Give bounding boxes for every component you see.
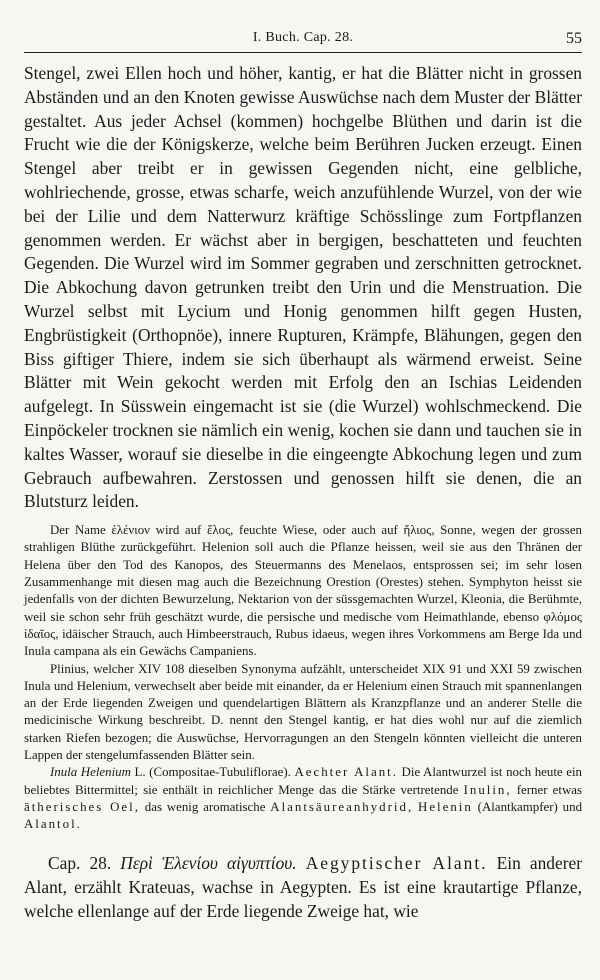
note-text: ferner etwas [511,782,582,797]
note-text: L. (Compositae-Tubuliflorae). [130,765,295,780]
term-inulin: Inulin, [463,782,512,797]
common-name: Aechter Alant. [294,765,398,780]
note-text: (Alantkampfer) und [472,799,583,814]
note-text: das wenig aromatische [139,799,271,814]
book-page [24,30,582,941]
commentary-notes [24,522,582,833]
term-oel: ätherisches Oel, [24,799,140,814]
note-plinius: Plinius, welcher XIV 108 dieselben Synonyma aufzählt, unterscheidet XIX 91 und XXI 59 zwischen Inula und Helenium, verwechselt aber beide mit einander, da er Helenium einen Strauch mit spannenlangen an der Erde liegenden Zweigen und quendelartigen Blättern als Kranzpflanze und an anderer Stelle die medicinische Wirkung beschreibt. D. nennt den Stengel kantig, er hat dies wohl nur auf die ziemlich starken Riefen bezogen; die Auswüchse, Hervorragungen an den Stengeln könnten vielleicht die unteren Lappen der stengelumfassenden Blätter sein. [24,661,582,762]
running-title: I. Buch. Cap. 28. [252,30,354,45]
chapter-greek-title: Περὶ Ἑλενίου αἰγυπτίου. [120,853,297,874]
page-number: 55 [566,30,582,47]
note-text: Die Alantwurzel ist noch heute ein beliebtes Bittermittel; sie enthält in reichlicher Menge das die Stärke vertretende [24,765,582,797]
chapter-text: Ein anderer Alant, erzählt Krateuas, wachse in Aegypten. Es ist eine krautartige Pflanze, welche ellenlange auf der Erde liegende Zweige hat, wie [24,853,582,922]
chapter-german-title: Aegyptischer Alant. [305,853,488,874]
chapter-label: Cap. 28. [48,853,112,874]
term-alantol: Alantol. [24,817,82,832]
term-acid: Alantsäureanhydrid, [270,799,414,814]
main-paragraph: Stengel, zwei Ellen hoch und höher, kantig, er hat die Blätter nicht in grossen Abständen und an den Knoten gewisse Auswüchse nach dem Muster der Blätter gestaltet. Aus jeder Achsel (kommen) hochgelbe Blüthen und darin ist die Frucht wie die der Königskerze, welche beim Berühren Jucken erzeugt. Einen Stengel aber treibt er in gewissen Gegenden nicht, eine gelbliche, wohlriechende, grosse, etwas scharfe, weich anzufühlende Wurzel, von der wie bei der Lilie und dem Natterwurz kräftige Schösslinge zum Fortpflanzen genommen werden. Er wächst aber in bergigen, beschatteten und feuchten Gegenden. Die Wurzel wird im Sommer gegraben und zerschnitten getrocknet. Die Abkochung davon getrunken treibt den Urin und die Menstruation. Die Wurzel selbst mit Lycium und Honig genommen hilft gegen Husten, Engbrüstigkeit (Orthopnöe), innere Rupturen, Krämpfe, Blähungen, gegen den Biss giftiger Thiere, indem sie sich überhaupt als wärmend erweist. Seine Blätter mit Wein gekocht werden mit Erfolg den an Ischias Leidenden aufgelegt. In Süsswein eingemacht ist sie (die Wurzel) wohlschmeckend. Die Einpöckeler trocknen sie nämlich ein wenig, kochen sie dann und tauchen sie in kaltes Wasser, worauf sie dieselbe in die eingeengte Abkochung legen und zum Gebrauch aufbewahren. Zerstossen und genossen hilft sie denen, die an Blutsturz leiden. [24,63,582,512]
note-identification [24,764,582,833]
term-helenin: Helenin [418,799,473,814]
species-name: Inula Helenium [50,765,131,780]
note-etymology: Der Name ἑλένιον wird auf ἕλος, feuchte Wiese, oder auch auf ἥλιος, Sonne, wegen der grossen strahligen Blüthe zurückgeführt. Helenion soll auch die Pflanze heissen, weil sie aus den Thränen der Helena über den Tod des Kanopos, des Steuermanns des Menelaos, entsprossen sei; im sehr losen Zusammenhange mit diesen mag auch die Bezeichnung Orestion (Orestes) stehen. Symphyton heisst sie jedenfalls von der dichten Bewurzelung, Nektarion von der süssgemachten Wurzel, Kleonia, die Berühmte, weil sie schon sehr früh geschätzt wurde, die persische und medische vom Heimathlande, ebenso φλόμος ἰδαῖος, idäischer Strauch, auch Himbeerstrauch, Rubus idaeus, wegen ihres Vorkommens am Berge Ida und Inula campana als ein Gewächs Campaniens. [24,523,582,659]
page-header [24,30,582,53]
chapter-start [24,852,582,923]
